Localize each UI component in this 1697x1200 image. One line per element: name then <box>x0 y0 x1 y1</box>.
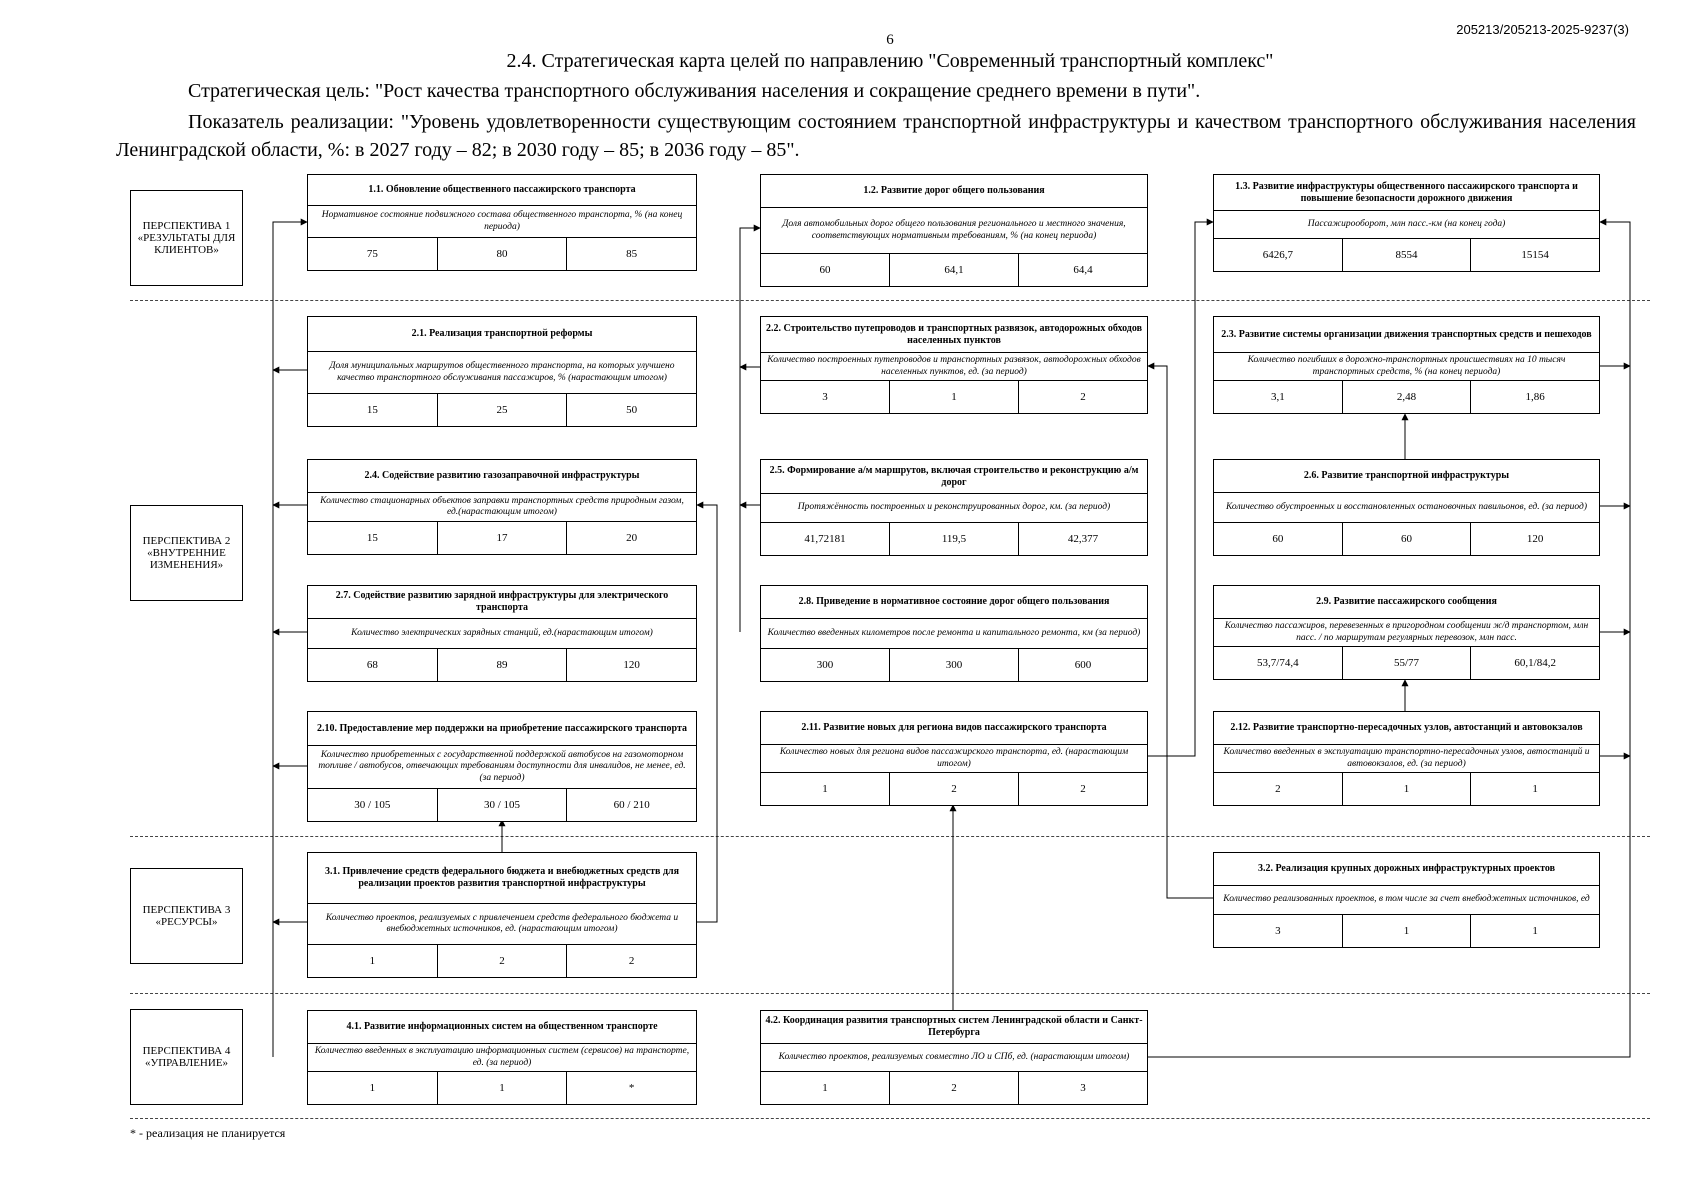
value-2036: 2 <box>1080 783 1086 795</box>
goal-title: 2.2. Строительство путепроводов и транспортных развязок, автодорожных обходов населенных пунктов <box>761 317 1147 353</box>
value-2030: 64,1 <box>890 254 1019 286</box>
value-2027: 1 <box>761 1072 890 1104</box>
goal-title: 2.9. Развитие пассажирского сообщения <box>1214 586 1599 619</box>
value-2027: 300 <box>761 649 890 681</box>
goal-title: 2.1. Реализация транспортной реформы <box>308 317 696 352</box>
goal-title: 2.10. Предоставление мер поддержки на приобретение пассажирского транспорта <box>308 712 696 746</box>
value-2036: 1,86 <box>1525 391 1545 403</box>
footnote: * - реализация не планируется <box>130 1126 286 1140</box>
value-2027: 6426,7 <box>1214 239 1343 271</box>
goal-box[interactable] <box>1213 585 1600 680</box>
goal-box[interactable] <box>307 852 697 978</box>
goal-indicator: Количество проектов, реализуемых с привлечением средств федерального бюджета и внебюджетных источников, ед. (нарастающим итогом) <box>308 904 696 945</box>
perspective-2: ПЕРСПЕКТИВА 2 «ВНУТРЕННИЕ ИЗМЕНЕНИЯ» <box>130 505 243 601</box>
goal-indicator: Количество проектов, реализуемых совместно ЛО и СПб, ед. (нарастающим итогом) <box>761 1044 1147 1072</box>
value-2036: 600 <box>1074 659 1092 671</box>
goal-title: 2.12. Развитие транспортно-пересадочных узлов, автостанций и автовокзалов <box>1214 712 1599 745</box>
goal-box[interactable] <box>760 1010 1148 1105</box>
goal-box[interactable] <box>307 316 697 427</box>
goal-indicator: Количество построенных путепроводов и транспортных развязок, автодорожных обходов населенных пунктов, ед. (за период) <box>761 353 1147 381</box>
perspective-1: ПЕРСПЕКТИВА 1 «РЕЗУЛЬТАТЫ ДЛЯ КЛИЕНТОВ» <box>130 190 243 286</box>
goal-indicator: Количество введенных в эксплуатацию транспортно-пересадочных узлов, автостанций и автовокзалов, ед. (за период) <box>1214 745 1599 773</box>
perspective-3: ПЕРСПЕКТИВА 3 «РЕСУРСЫ» <box>130 868 243 964</box>
value-2030: 300 <box>890 649 1019 681</box>
value-2030: 1 <box>1343 915 1472 947</box>
value-2027: 68 <box>308 649 438 681</box>
goal-indicator: Доля автомобильных дорог общего пользования регионального и местного значения, соответствующих нормативным требованиям, % (на конец периода) <box>761 208 1147 254</box>
implementation-indicator: Показатель реализации: "Уровень удовлетворенности существующим состоянием транспортной инфраструктуры и качеством транспортного обслуживания населения Ленинградской области, %: в 2027 году – 82; в 2030 году – 85; в 2036 году – 85". <box>116 111 1636 161</box>
goal-title: 2.4. Содействие развитию газозаправочной инфраструктуры <box>308 460 696 493</box>
value-2036: 3 <box>1080 1082 1086 1094</box>
value-2027: 2 <box>1214 773 1343 805</box>
value-2036: 2 <box>1080 391 1086 403</box>
goal-title: 1.2. Развитие дорог общего пользования <box>761 175 1147 208</box>
goal-title: 3.2. Реализация крупных дорожных инфраструктурных проектов <box>1214 853 1599 886</box>
perspective-separator <box>130 993 1650 994</box>
value-2030: 2 <box>890 773 1019 805</box>
strategic-goal: Стратегическая цель: "Рост качества транспортного обслуживания населения и сокращение среднего времени в пути". <box>188 80 1201 102</box>
perspective-separator <box>130 836 1650 837</box>
goal-indicator: Количество обустроенных и восстановленных остановочных павильонов, ед. (за период) <box>1214 493 1599 523</box>
value-2036: 85 <box>626 248 638 260</box>
goal-title: 4.1. Развитие информационных систем на общественном транспорте <box>308 1011 696 1044</box>
goal-box[interactable] <box>760 316 1148 414</box>
goal-indicator: Пассажирооборот, млн пасс.-км (на конец года) <box>1214 211 1599 239</box>
value-2030: 80 <box>438 238 568 270</box>
value-2030: 25 <box>438 394 568 426</box>
value-2027: 41,72181 <box>761 523 890 555</box>
goal-indicator: Доля муниципальных маршрутов общественного транспорта, на которых улучшено качество транспортного обслуживания пассажиров, % (нарастающим итогом) <box>308 352 696 394</box>
value-2036: 60,1/84,2 <box>1514 657 1556 669</box>
goal-indicator: Количество новых для региона видов пассажирского транспорта, ед. (нарастающим итогом) <box>761 745 1147 773</box>
value-2027: 3,1 <box>1214 381 1343 413</box>
goal-indicator: Количество приобретенных с государственной поддержкой автобусов на газомоторном топливе / автобусов, отвечающих требованиям доступности для инвалидов, не менее, ед. (за период) <box>308 746 696 789</box>
goal-box[interactable] <box>760 585 1148 682</box>
value-2036: 60 / 210 <box>613 799 650 811</box>
value-2030: 30 / 105 <box>438 789 568 821</box>
value-2027: 1 <box>308 1072 438 1104</box>
goal-title: 4.2. Координация развития транспортных систем Ленинградской области и Санкт-Петербурга <box>761 1011 1147 1044</box>
page-number: 6 <box>886 32 894 48</box>
value-2027: 15 <box>308 394 438 426</box>
value-2027: 3 <box>761 381 890 413</box>
value-2036: 120 <box>1526 533 1544 545</box>
perspective-4: ПЕРСПЕКТИВА 4 «УПРАВЛЕНИЕ» <box>130 1009 243 1105</box>
goal-indicator: Протяжённость построенных и реконструированных дорог, км. (за период) <box>761 494 1147 523</box>
value-2027: 1 <box>308 945 438 977</box>
goal-box[interactable] <box>760 174 1148 287</box>
value-2027: 1 <box>761 773 890 805</box>
goal-box[interactable] <box>760 459 1148 556</box>
value-2036: 1 <box>1532 925 1538 937</box>
goal-indicator: Нормативное состояние подвижного состава общественного транспорта, % (на конец периода) <box>308 206 696 238</box>
value-2030: 60 <box>1343 523 1472 555</box>
value-2036: 42,377 <box>1067 533 1099 545</box>
perspective-separator <box>130 1118 1650 1119</box>
value-2030: 1 <box>438 1072 568 1104</box>
goal-indicator: Количество погибших в дорожно-транспортных происшествиях на 10 тысяч транспортных средств, % (на конец периода) <box>1214 353 1599 381</box>
value-2030: 119,5 <box>890 523 1019 555</box>
goal-box[interactable] <box>1213 459 1600 556</box>
value-2036: 2 <box>628 955 635 967</box>
goal-box[interactable] <box>307 711 697 822</box>
goal-box[interactable] <box>307 585 697 682</box>
value-2027: 15 <box>308 522 438 554</box>
value-2030: 89 <box>438 649 568 681</box>
value-2036: 20 <box>626 532 638 544</box>
goal-indicator: Количество введенных километров после ремонта и капитального ремонта, км (за период) <box>761 619 1147 649</box>
value-2030: 8554 <box>1343 239 1472 271</box>
value-2030: 2,48 <box>1343 381 1472 413</box>
goal-title: 1.1. Обновление общественного пассажирского транспорта <box>308 175 696 206</box>
value-2036: 15154 <box>1521 249 1549 261</box>
value-2027: 75 <box>308 238 438 270</box>
value-2030: 1 <box>890 381 1019 413</box>
goal-box[interactable] <box>1213 852 1600 948</box>
value-2036: 50 <box>626 404 638 416</box>
value-2036: * <box>628 1082 635 1094</box>
goal-title: 2.11. Развитие новых для региона видов пассажирского транспорта <box>761 712 1147 745</box>
goal-box[interactable] <box>760 711 1148 806</box>
value-2036: 120 <box>623 659 640 671</box>
goal-box[interactable] <box>307 174 697 271</box>
goal-title: 2.3. Развитие системы организации движения транспортных средств и пешеходов <box>1214 317 1599 353</box>
goal-box[interactable] <box>307 459 697 555</box>
goal-title: 2.7. Содействие развитию зарядной инфраструктуры для электрического транспорта <box>308 586 696 619</box>
goal-box[interactable] <box>1213 316 1600 414</box>
goal-title: 2.6. Развитие транспортной инфраструктуры <box>1214 460 1599 493</box>
goal-title: 1.3. Развитие инфраструктуры общественного пассажирского транспорта и повышение безопасности дорожного движения <box>1214 175 1599 211</box>
goal-title: 3.1. Привлечение средств федерального бюджета и внебюджетных средств для реализации проектов развития транспортной инфраструктуры <box>308 853 696 904</box>
goal-box[interactable] <box>1213 711 1600 806</box>
perspective-separator <box>130 300 1650 301</box>
value-2027: 30 / 105 <box>308 789 438 821</box>
value-2027: 60 <box>1214 523 1343 555</box>
goal-indicator: Количество реализованных проектов, в том числе за счет внебюджетных источников, ед <box>1214 886 1599 915</box>
value-2036: 1 <box>1532 783 1538 795</box>
goal-indicator: Количество стационарных объектов заправки транспортных средств природным газом, ед.(нарастающим итогом) <box>308 493 696 522</box>
goal-indicator: Количество электрических зарядных станций, ед.(нарастающим итогом) <box>308 619 696 649</box>
goal-title: 2.5. Формирование а/м маршрутов, включая строительство и реконструкцию а/м дорог <box>761 460 1147 494</box>
goal-box[interactable] <box>307 1010 697 1105</box>
page-title: 2.4. Стратегическая карта целей по направлению "Современный транспортный комплекс" <box>506 50 1274 72</box>
value-2030: 1 <box>1343 773 1472 805</box>
goal-indicator: Количество введенных в эксплуатацию информационных систем (сервисов) на транспорте, ед. (за период) <box>308 1044 696 1072</box>
value-2030: 2 <box>438 945 568 977</box>
value-2027: 60 <box>761 254 890 286</box>
goal-box[interactable] <box>1213 174 1600 272</box>
value-2027: 3 <box>1214 915 1343 947</box>
goal-indicator: Количество пассажиров, перевезенных в пригородном сообщении ж/д транспортом, млн пасс. / по маршрутам регулярных перевозок, млн пасс. <box>1214 619 1599 647</box>
value-2030: 2 <box>890 1072 1019 1104</box>
document-id: 205213/205213-2025-9237(3) <box>1456 22 1629 37</box>
value-2030: 55/77 <box>1343 647 1472 679</box>
value-2027: 53,7/74,4 <box>1214 647 1343 679</box>
goal-title: 2.8. Приведение в нормативное состояние дорог общего пользования <box>761 586 1147 619</box>
value-2036: 64,4 <box>1073 264 1093 276</box>
value-2030: 17 <box>438 522 568 554</box>
